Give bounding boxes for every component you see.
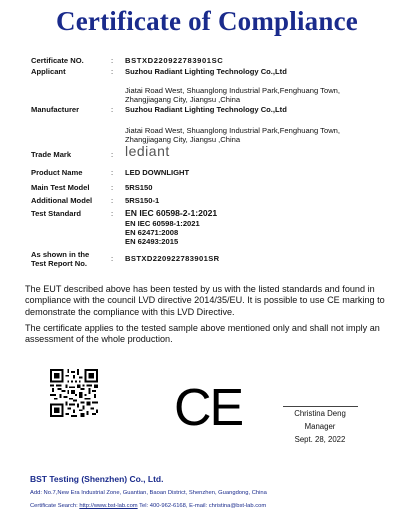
manufacturer-address-line2: Zhangjiagang City, Jiangsu ,China	[125, 135, 241, 144]
issuer-company: BST Testing (Shenzhen) Co., Ltd.	[30, 474, 164, 484]
scope-statement: The certificate applies to the tested sample above mentioned only and shall not imply an assessment of the whole production.	[25, 323, 380, 345]
issuer-address: Add: No.7,New Era Industrial Zone, Guantian, Baoan District, Shenzhen, Guangdong, China	[30, 490, 267, 496]
colon: :	[111, 150, 114, 159]
field-label-line1: As shown in the	[31, 250, 90, 259]
field-label: Manufacturer	[31, 105, 80, 114]
colon: :	[111, 168, 114, 177]
lediant-logo: lediant	[125, 143, 170, 159]
ce-mark-icon: CE	[174, 379, 243, 437]
qr-code-icon	[50, 369, 98, 417]
colon: :	[111, 254, 114, 263]
test-standard-3: EN 62471:2008	[125, 228, 179, 237]
colon: :	[111, 67, 114, 76]
field-label: Applicant	[31, 67, 66, 76]
test-report-number: BSTXD220922783901SR	[125, 254, 220, 263]
field-label: Main Test Model	[31, 183, 90, 192]
field-label: Product Name	[31, 168, 83, 177]
website-link[interactable]: http://www.bst-lab.com	[79, 503, 138, 509]
applicant-address-line2: Zhangjiagang City, Jiangsu ,China	[125, 95, 241, 104]
additional-model-value: 5RS150-1	[125, 196, 160, 205]
signatory-date: Sept. 28, 2022	[294, 435, 346, 444]
field-label: Trade Mark	[31, 150, 72, 159]
compliance-statement: The EUT described above has been tested by us with the listed standards and found in compliance with the council LVD directive 2014/35/EU. It is possible to use CE marking to demonstrate the compliance with this LVD Directive.	[25, 284, 385, 317]
certificate-title: Certificate of Compliance	[56, 6, 358, 36]
product-name-value: LED DOWNLIGHT	[125, 168, 190, 177]
manufacturer-name: Suzhou Radiant Lighting Technology Co.,Ltd	[125, 105, 287, 114]
applicant-name: Suzhou Radiant Lighting Technology Co.,Ltd	[125, 67, 287, 76]
field-label-line2: Test Report No.	[31, 259, 87, 268]
colon: :	[111, 183, 114, 192]
manufacturer-address-line1: Jiatai Road West, Shuanglong Industrial Park,Fenghuang Town,	[125, 126, 341, 135]
field-label: Certificate NO.	[31, 56, 84, 65]
colon: :	[111, 105, 114, 114]
signature-line	[283, 406, 358, 407]
field-label: Test Standard	[31, 209, 82, 218]
colon: :	[111, 196, 114, 205]
colon: :	[111, 209, 114, 218]
test-standard-2: EN IEC 60598-1:2021	[125, 219, 200, 228]
test-standard-4: EN 62493:2015	[125, 237, 179, 246]
test-standard-1: EN IEC 60598-2-1:2021	[125, 208, 218, 218]
footer-contact	[30, 503, 266, 509]
telephone: Tel: 400-962-6168,	[139, 503, 188, 509]
certificate-number: BSTXD220922783901SC	[125, 56, 224, 65]
email[interactable]: E-mail: christina@bst-lab.com	[189, 503, 267, 509]
colon: :	[111, 56, 114, 65]
main-test-model-value: 5RS150	[125, 183, 153, 192]
signatory-title: Manager	[304, 422, 336, 431]
certificate-search-label: Certificate Search:	[30, 503, 78, 509]
applicant-address-line1: Jiatai Road West, Shuanglong Industrial Park,Fenghuang Town,	[125, 86, 341, 95]
signatory-name: Christina Deng	[294, 409, 346, 418]
field-label: Additional Model	[31, 196, 93, 205]
